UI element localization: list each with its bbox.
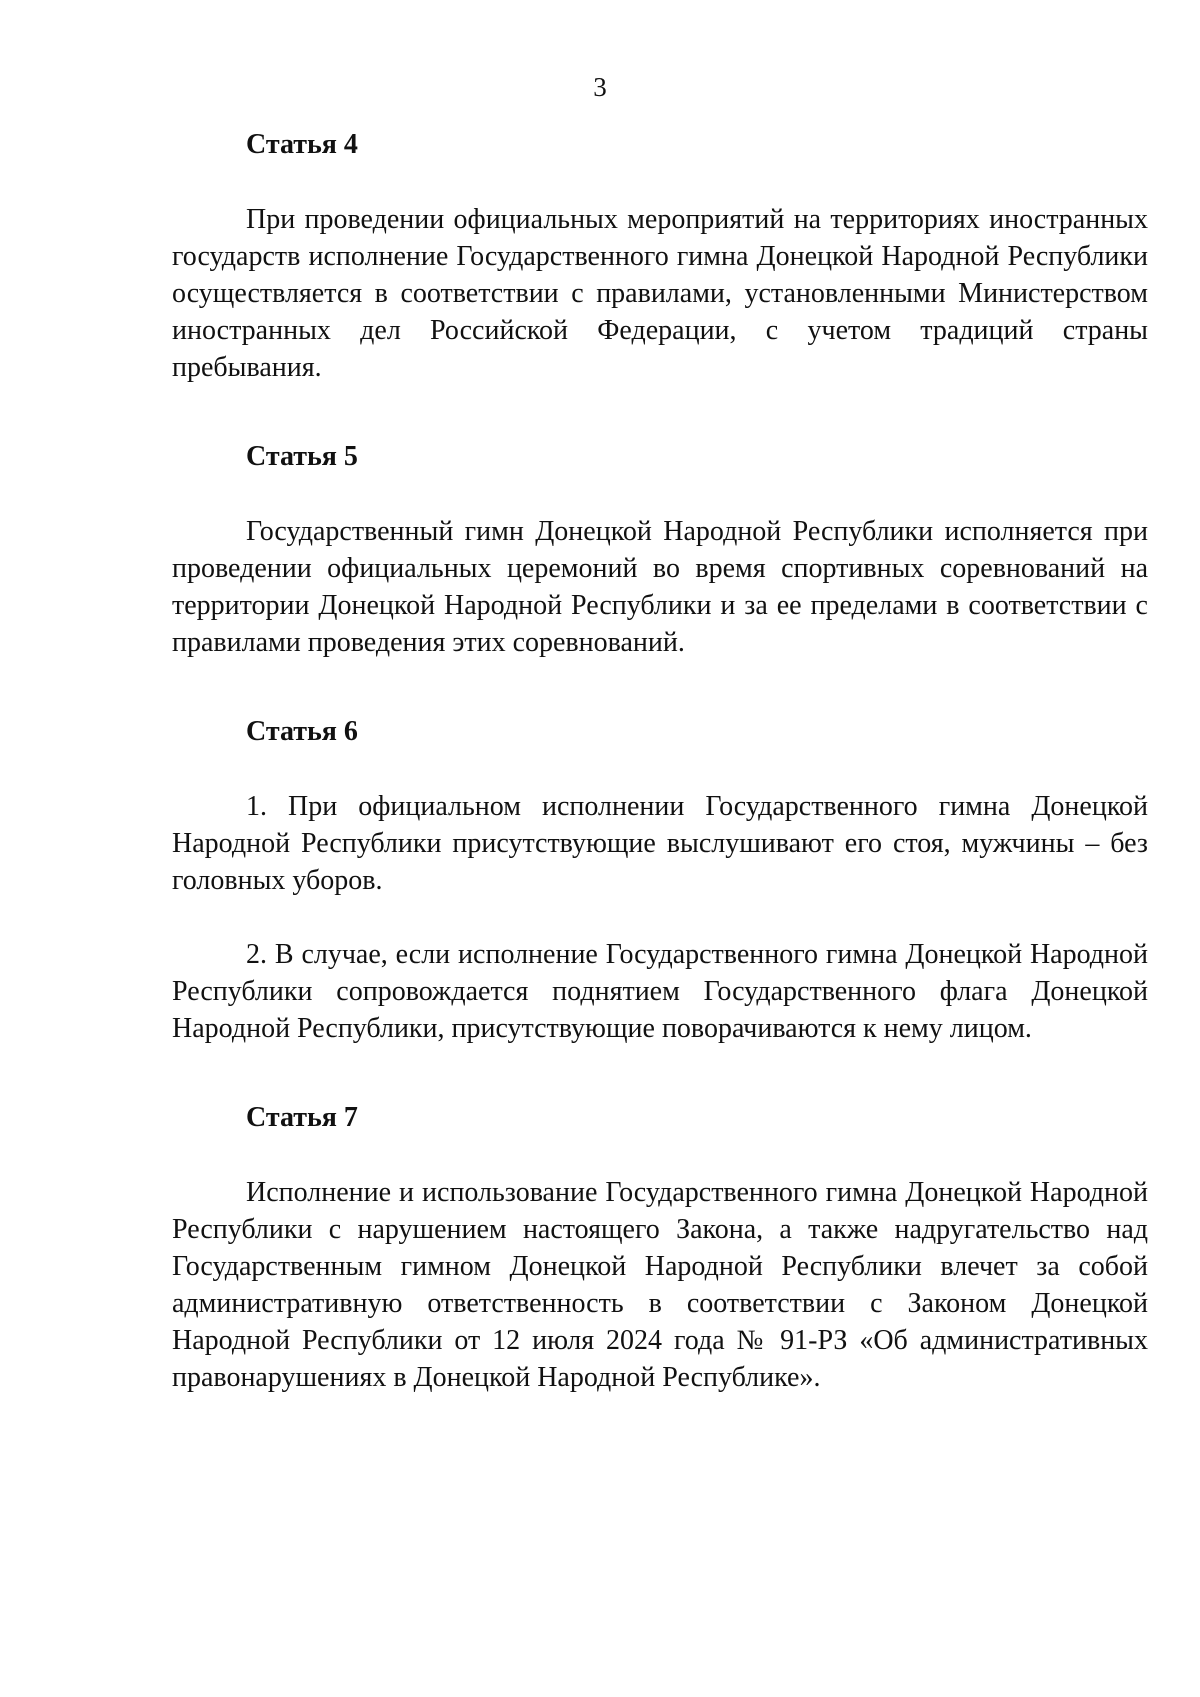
article-heading: Статья 6 — [246, 716, 358, 747]
article-heading: Статья 7 — [246, 1102, 358, 1133]
article-paragraph: 1. При официальном исполнении Государственного гимна Донецкой Народной Республики присутствующие выслушивают его стоя, мужчины – без головных уборов. — [172, 791, 1148, 896]
article-paragraph: 2. В случае, если исполнение Государственного гимна Донецкой Народной Республики сопровождается поднятием Государственного флага Донецкой Народной Республики, присутствующие поворачиваются к нему лицом. — [172, 939, 1148, 1044]
document-body — [172, 126, 1148, 1396]
section-spacer — [172, 661, 1148, 713]
section-spacer — [172, 1047, 1148, 1099]
article-paragraph: При проведении официальных мероприятий на территориях иностранных государств исполнение Государственного гимна Донецкой Народной Республики осуществляется в соответствии с правилами, установленными Министерством иностранных дел Российской Федерации, с учетом традиций страны пребывания. — [172, 204, 1148, 383]
page-number: 3 — [593, 72, 607, 102]
article-heading: Статья 5 — [246, 441, 358, 472]
article-6 — [172, 713, 1148, 1047]
article-4 — [172, 126, 1148, 386]
article-paragraph: Государственный гимн Донецкой Народной Республики исполняется при проведении официальных церемоний во время спортивных соревнований на территории Донецкой Народной Республики и за ее пределами в соответствии с правилами проведения этих соревнований. — [172, 516, 1148, 658]
article-7 — [172, 1099, 1148, 1396]
section-spacer — [172, 386, 1148, 438]
article-paragraph: Исполнение и использование Государственного гимна Донецкой Народной Республики с нарушением настоящего Закона, а также надругательство над Государственным гимном Донецкой Народной Республики влечет за собой административную ответственность в соответствии с Законом Донецкой Народной Республики от 12 июля 2024 года № 91-РЗ «Об административных правонарушениях в Донецкой Народной Республике». — [172, 1177, 1148, 1393]
article-5 — [172, 438, 1148, 661]
paragraph-spacer — [172, 899, 1148, 936]
article-heading: Статья 4 — [246, 129, 358, 160]
